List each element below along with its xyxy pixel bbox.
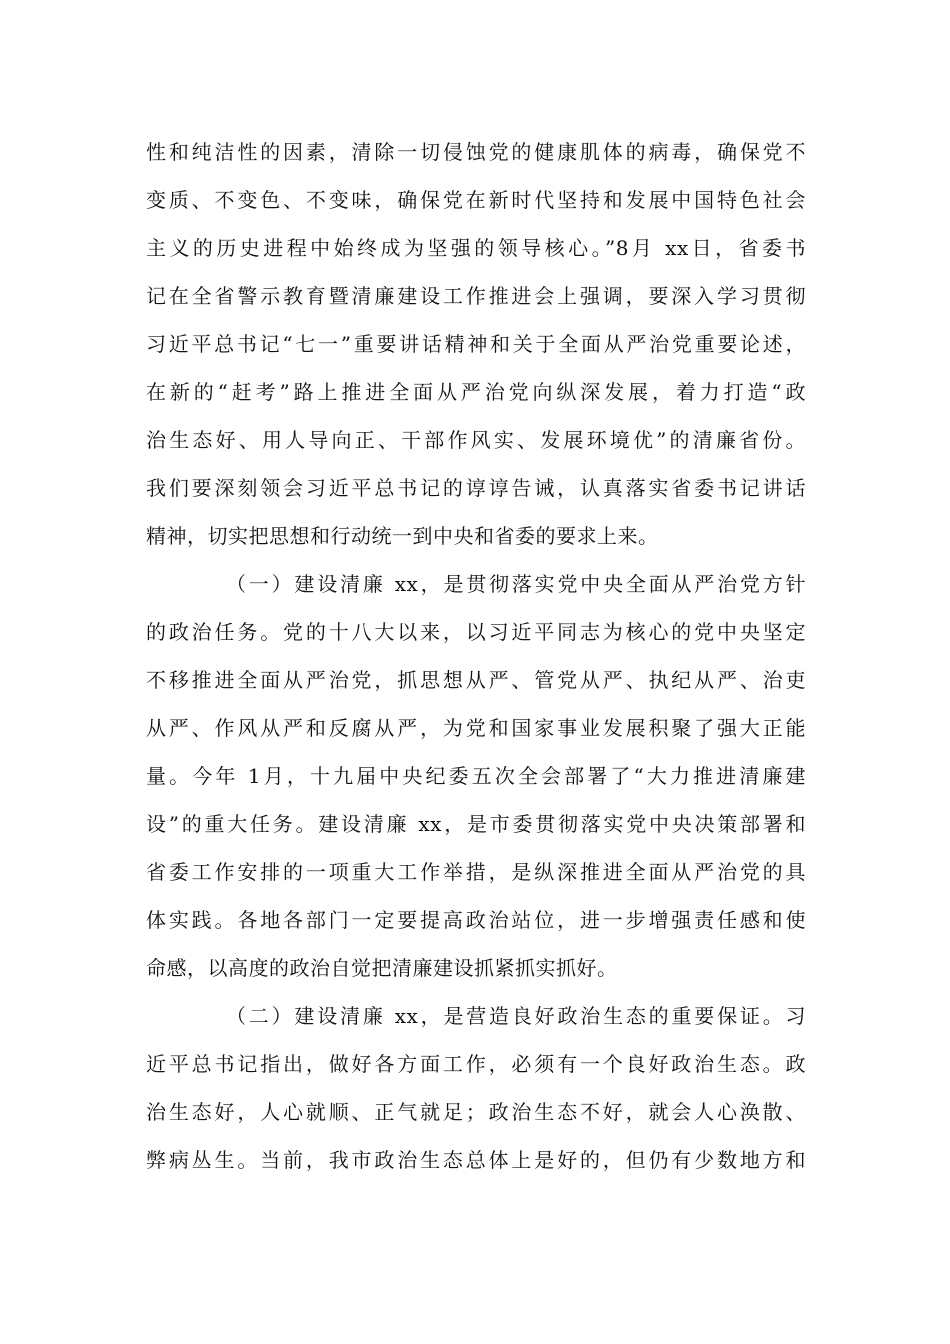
paragraph-2-line-6: 设”的重大任务。建设清廉 xx，是市委贯彻落实党中央决策部署和 [146, 812, 806, 836]
paragraph-1-line-9: 精神，切实把思想和行动统一到中央和省委的要求上来。 [146, 524, 659, 548]
paragraph-1-line-2: 变质、不变色、不变味，确保党在新时代坚持和发展中国特色社会 [146, 188, 806, 212]
paragraph-2-line-3: 不移推进全面从严治党，抓思想从严、管党从严、执纪从严、治吏 [146, 668, 806, 692]
paragraph-3-line-2: 近平总书记指出，做好各方面工作，必须有一个良好政治生态。政 [146, 1052, 806, 1076]
paragraph-2-line-9: 命感，以高度的政治自觉把清廉建设抓紧抓实抓好。 [146, 956, 618, 980]
paragraph-2-line-2: 的政治任务。党的十八大以来，以习近平同志为核心的党中央坚定 [146, 620, 806, 644]
paragraph-3-line-4: 弊病丛生。当前，我市政治生态总体上是好的，但仍有少数地方和 [146, 1148, 806, 1172]
paragraph-1-line-4: 记在全省警示教育暨清廉建设工作推进会上强调，要深入学习贯彻 [146, 284, 806, 308]
paragraph-3-line-1: （二）建设清廉 xx，是营造良好政治生态的重要保证。习 [226, 1004, 806, 1028]
paragraph-2-line-5: 量。今年 1月，十九届中央纪委五次全会部署了“大力推进清廉建 [146, 764, 806, 788]
paragraph-1-line-6: 在新的“赶考”路上推进全面从严治党向纵深发展，着力打造“政 [146, 380, 806, 404]
paragraph-2-line-7: 省委工作安排的一项重大工作举措，是纵深推进全面从严治党的具 [146, 860, 806, 884]
paragraph-1-line-3: 主义的历史进程中始终成为坚强的领导核心。”8月 xx日，省委书 [146, 236, 806, 260]
paragraph-2-line-1: （一）建设清廉 xx，是贯彻落实党中央全面从严治党方针 [226, 572, 806, 596]
paragraph-3-line-3: 治生态好，人心就顺、正气就足；政治生态不好，就会人心涣散、 [146, 1100, 806, 1124]
paragraph-2-line-8: 体实践。各地各部门一定要提高政治站位，进一步增强责任感和使 [146, 908, 806, 932]
paragraph-1-line-5: 习近平总书记“七一”重要讲话精神和关于全面从严治党重要论述， [146, 332, 806, 356]
paragraph-2-line-4: 从严、作风从严和反腐从严，为党和国家事业发展积聚了强大正能 [146, 716, 806, 740]
paragraph-1-line-7: 治生态好、用人导向正、干部作风实、发展环境优”的清廉省份。 [146, 428, 806, 452]
paragraph-1-line-1: 性和纯洁性的因素，清除一切侵蚀党的健康肌体的病毒，确保党不 [146, 140, 806, 164]
paragraph-1-line-8: 我们要深刻领会习近平总书记的谆谆告诫，认真落实省委书记讲话 [146, 476, 806, 500]
